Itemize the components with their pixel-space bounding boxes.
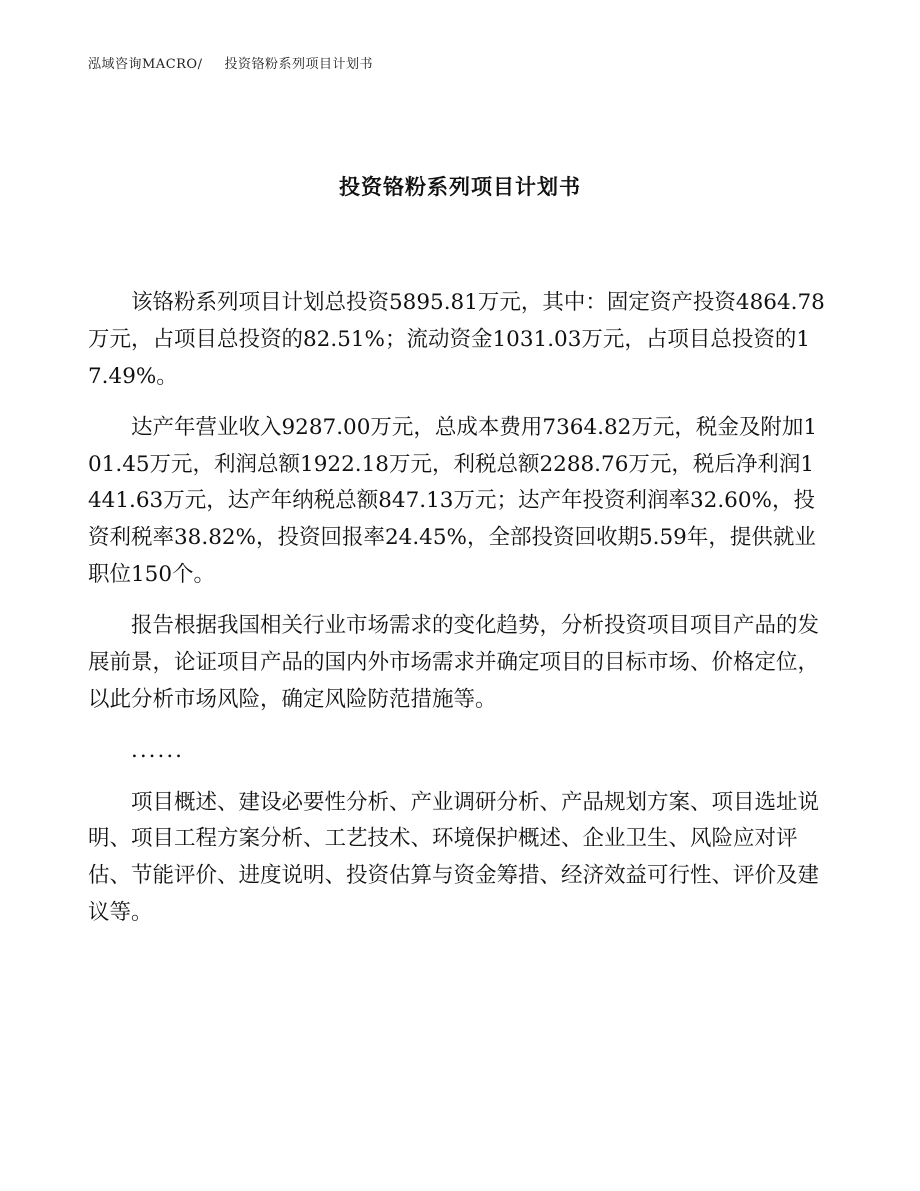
paragraph-investment: 该铬粉系列项目计划总投资5895.81万元，其中：固定资产投资4864.78万元，占项目总投资的82.51%；流动资金1031.03万元，占项目总投资的17.49%。	[88, 290, 825, 389]
running-header	[88, 53, 373, 72]
paragraph-analysis: 报告根据我国相关行业市场需求的变化趋势，分析投资项目项目产品的发展前景，论证项目产品的国内外市场需求并确定项目的目标市场、价格定位，以此分析市场风险，确定风险防范措施等。	[88, 613, 820, 712]
document-title: 投资铬粉系列项目计划书	[339, 175, 581, 199]
paragraph-ellipsis: ......	[131, 738, 185, 764]
paragraph-contents: 项目概述、建设必要性分析、产业调研分析、产品规划方案、项目选址说明、项目工程方案分析、工艺技术、环境保护概述、企业卫生、风险应对评估、节能评价、进度说明、投资估算与资金筹措、经济效益可行性、评价及建议等。	[88, 789, 820, 925]
paragraph-financials: 达产年营业收入9287.00万元，总成本费用7364.82万元，税金及附加101.45万元，利润总额1922.18万元，利税总额2288.76万元，税后净利润1441.63万元，达产年纳税总额847.13万元；达产年投资利润率32.60%，投资利税率38.82%，投资回报率24.45%，全部投资回收期5.59年，提供就业职位150个。	[88, 414, 817, 588]
header-doc-name: 投资铬粉系列项目计划书	[224, 57, 373, 72]
header-source: 泓域咨询MACRO/	[88, 57, 203, 72]
document-body	[88, 285, 825, 946]
